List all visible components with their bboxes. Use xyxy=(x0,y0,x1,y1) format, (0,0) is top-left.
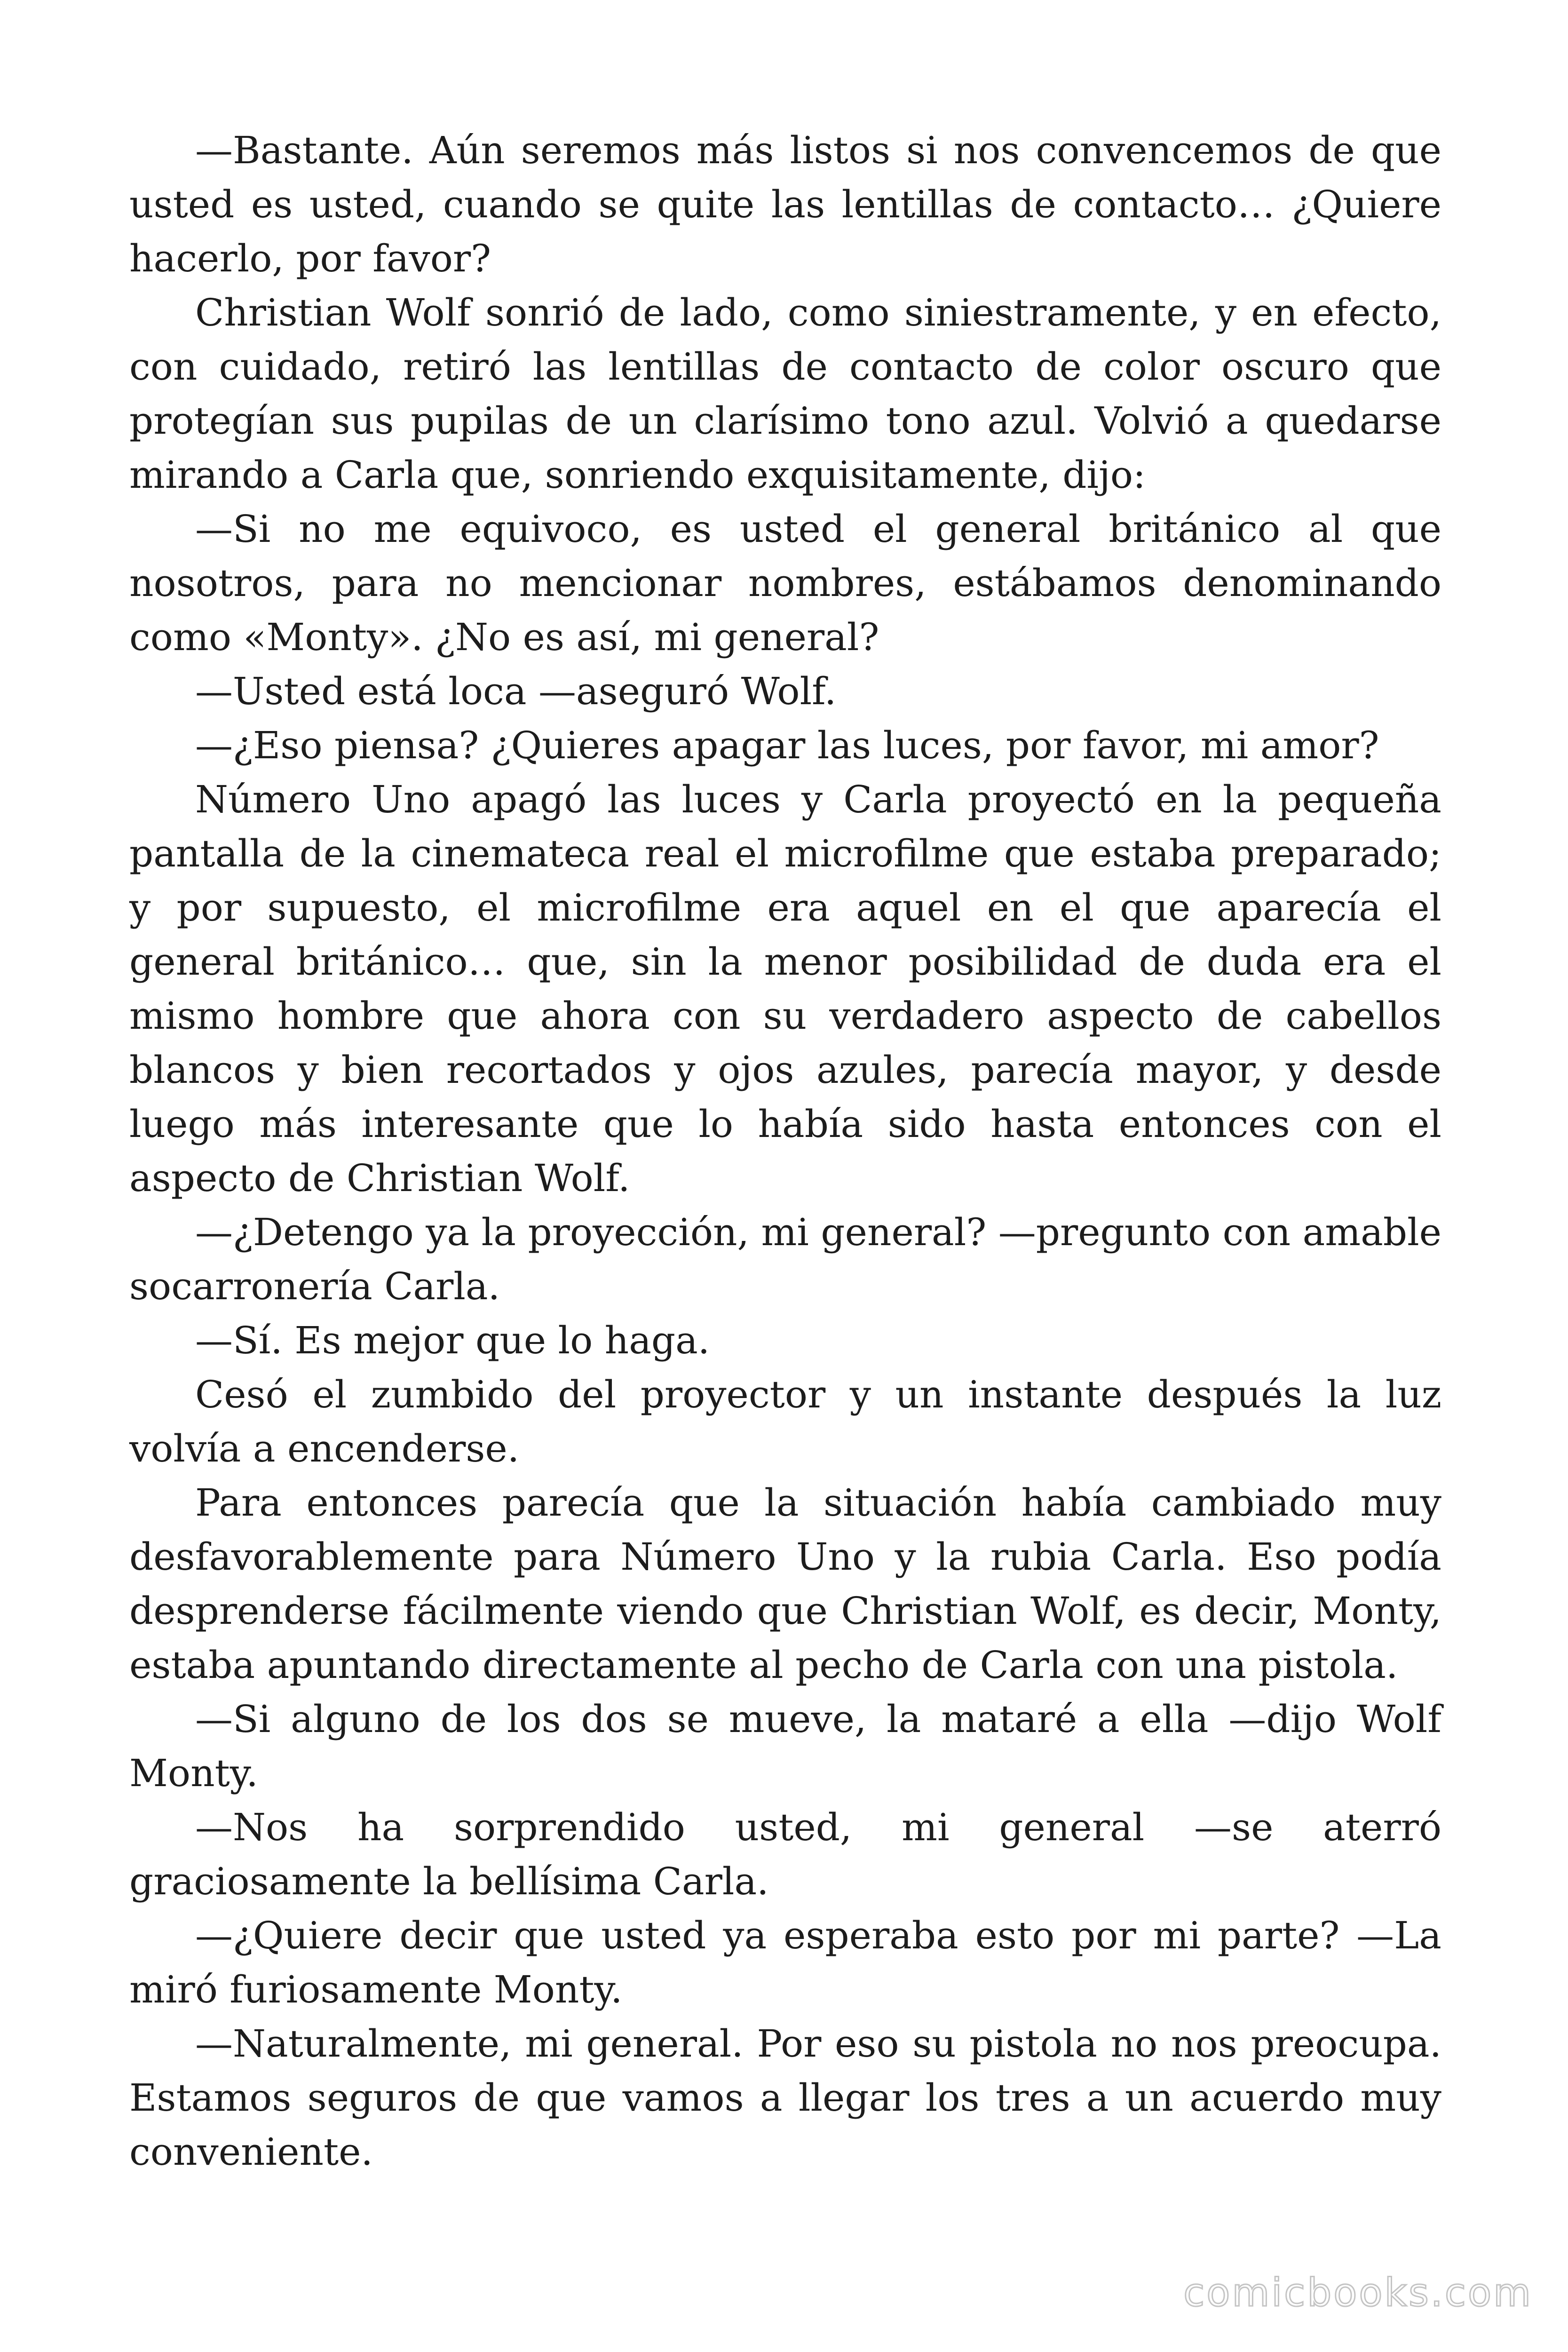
paragraph-12: —Nos ha sorprendido usted, mi general —se aterró graciosamente la bellísima Carla. xyxy=(129,1805,1441,1903)
paragraph-9: Cesó el zumbido del proyector y un instante después la luz volvía a encenderse. xyxy=(129,1373,1441,1470)
paragraph-7: —¿Detengo ya la proyección, mi general? —pregunto con amable socarronería Carla. xyxy=(129,1210,1441,1308)
paragraph-3: —Si no me equivoco, es usted el general británico al que nosotros, para no mencionar nombres, estábamos denominando como «Monty». ¿No es así, mi general? xyxy=(129,507,1441,659)
page-text xyxy=(129,123,1441,2179)
paragraph-11: —Si alguno de los dos se mueve, la mataré a ella —dijo Wolf Monty. xyxy=(129,1697,1441,1795)
paragraph-10: Para entonces parecía que la situación había cambiado muy desfavorablemente para Número Uno y la rubia Carla. Eso podía desprenderse fácilmente viendo que Christian Wolf, es decir, Monty, estaba apuntando directamente al pecho de Carla con una pistola. xyxy=(129,1481,1441,1687)
paragraph-6: Número Uno apagó las luces y Carla proyectó en la pequeña pantalla de la cinemateca real el microfilme que estaba preparado; y por supuesto, el microfilme era aquel en el que aparecía el general británico… que, sin la menor posibilidad de duda era el mismo hombre que ahora con su verdadero aspecto de cabellos blancos y bien recortados y ojos azules, parecía mayor, y desde luego más interesante que lo había sido hasta entonces con el aspecto de Christian Wolf. xyxy=(129,778,1441,1200)
paragraph-2: Christian Wolf sonrió de lado, como siniestramente, y en efecto, con cuidado, retiró las lentillas de contacto de color oscuro que protegían sus pupilas de un clarísimo tono azul. Volvió a quedarse mirando a Carla que, sonriendo exquisitamente, dijo: xyxy=(129,291,1441,497)
paragraph-8: —Sí. Es mejor que lo haga. xyxy=(195,1319,710,1362)
paragraph-14: —Naturalmente, mi general. Por eso su pistola no nos preocupa. Estamos seguros de que vamos a llegar los tres a un acuerdo muy conveniente. xyxy=(129,2022,1441,2174)
site-watermark: comicbooks.com xyxy=(1183,2271,1533,2315)
paragraph-5: —¿Eso piensa? ¿Quieres apagar las luces, por favor, mi amor? xyxy=(195,723,1379,767)
paragraph-4: —Usted está loca —aseguró Wolf. xyxy=(195,669,837,713)
paragraph-1: —Bastante. Aún seremos más listos si nos convencemos de que usted es usted, cuando se quite las lentillas de contacto… ¿Quiere hacerlo, por favor? xyxy=(129,128,1441,280)
paragraph-13: —¿Quiere decir que usted ya esperaba esto por mi parte? —La miró furiosamente Monty. xyxy=(129,1914,1441,2011)
